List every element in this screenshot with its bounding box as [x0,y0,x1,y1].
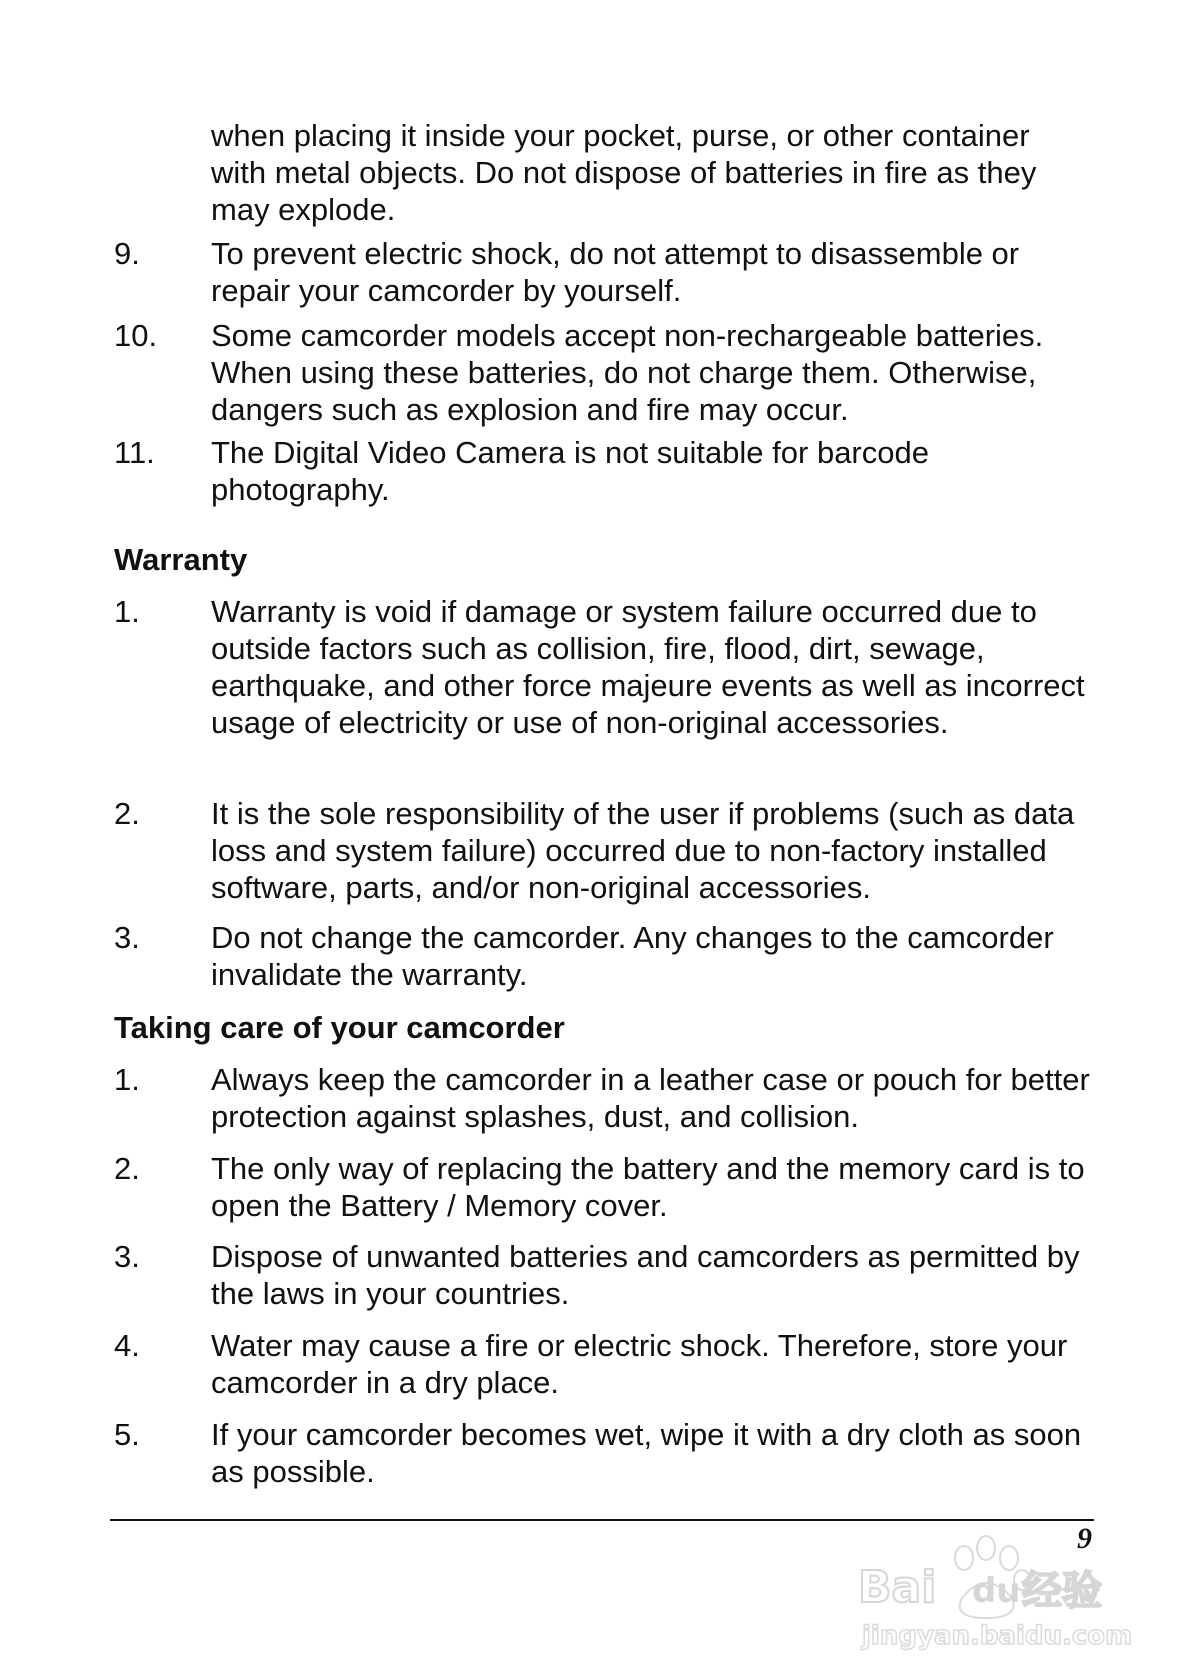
warranty-heading: Warranty [114,542,248,577]
watermark-url: jingyan.baidu.com [862,1621,1132,1651]
item-text: The only way of replacing the battery and the memory card is to open the Battery / Memory cover. [211,1151,1085,1223]
item-text: Some camcorder models accept non-rechargeable batteries. When using these batteries, do not charge them. Otherwise, dangers such as explosion and fire may occur. [211,318,1044,427]
paw-toe-icon [977,1536,995,1560]
item-number: 5. [114,1417,140,1452]
watermark-brand-text [858,1562,1102,1614]
item-text: Dispose of unwanted batteries and camcorders as permitted by the laws in your countries. [211,1239,1080,1311]
svg-text:du: du [972,1571,1021,1611]
item-text: Always keep the camcorder in a leather case or pouch for better protection against splashes, dust, and collision. [211,1062,1090,1134]
item-text: Warranty is void if damage or system failure occurred due to outside factors such as collision, fire, flood, dirt, sewage, earthquake, and other force majeure events as well as incorrect usage of electricity or use of non-original accessories. [211,594,1085,740]
item-text: The Digital Video Camera is not suitable for barcode photography. [211,435,929,507]
svg-text:Bai: Bai [858,1562,937,1613]
care-heading: Taking care of your camcorder [114,1010,565,1045]
item-number: 4. [114,1328,140,1363]
svg-text:经验: 经验 [1022,1568,1102,1614]
item-number: 2. [114,1151,140,1186]
page-number: 9 [1077,1522,1092,1555]
item-text: To prevent electric shock, do not attempt to disassemble or repair your camcorder by yourself. [211,236,1020,308]
paw-toe-icon [955,1546,973,1570]
paw-toe-icon [1000,1546,1018,1570]
item-number: 10. [114,318,158,353]
item-number: 11. [114,435,155,470]
item-number: 3. [114,920,140,955]
item-number: 1. [114,1062,140,1097]
item-number: 9. [114,236,140,271]
item-text: It is the sole responsibility of the user if problems (such as data loss and system failure) occurred due to non-factory installed software, parts, and/or non-original accessories. [211,796,1075,905]
item-number: 1. [114,594,140,629]
item-text: Do not change the camcorder. Any changes to the camcorder invalidate the warranty. [211,920,1054,992]
continuation-paragraph: when placing it inside your pocket, purse, or other container with metal objects. Do not dispose of batteries in fire as they may explode. [211,118,1037,227]
item-number: 2. [114,796,140,831]
item-number: 3. [114,1239,140,1274]
item-text: Water may cause a fire or electric shock. Therefore, store your camcorder in a dry place. [211,1328,1068,1400]
item-text: If your camcorder becomes wet, wipe it with a dry cloth as soon as possible. [211,1417,1082,1489]
